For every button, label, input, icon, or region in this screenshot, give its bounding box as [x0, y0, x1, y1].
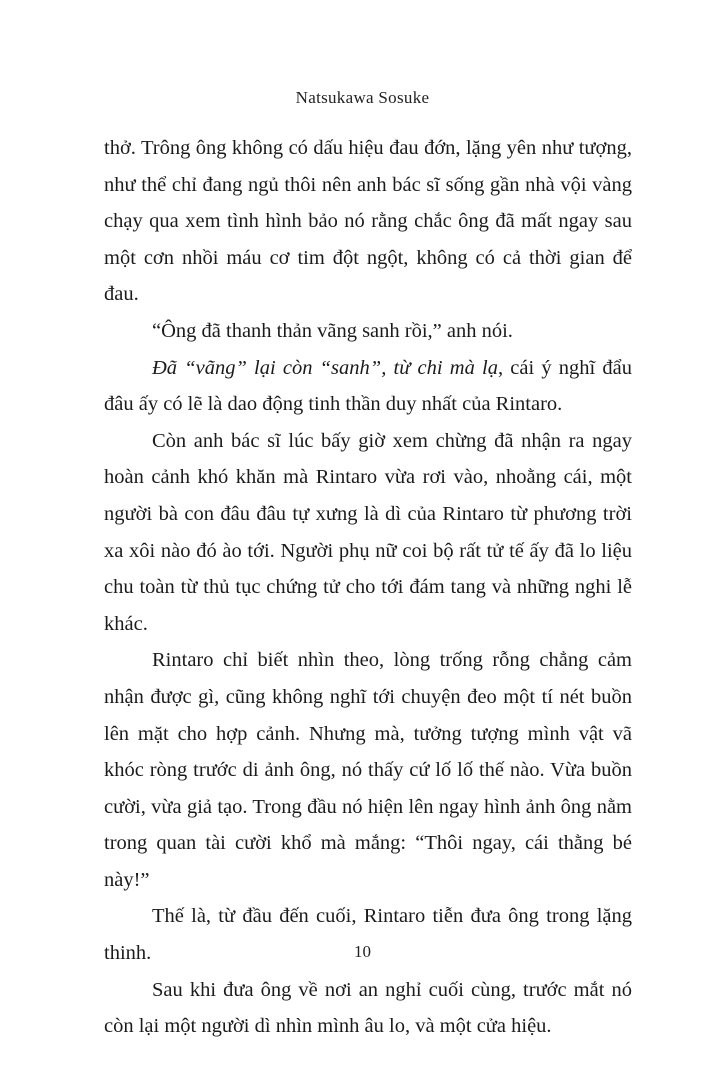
text-run: Thế là, từ đầu đến cuối, Rintaro tiễn đưa ông trong lặng thinh.: [104, 905, 632, 965]
paragraph: [104, 972, 632, 1045]
text-run: Rintaro chỉ biết nhìn theo, lòng trống rỗng chẳng cảm nhận được gì, cũng không nghĩ tới chuyện đeo một tí nét buồn lên mặt cho hợp cảnh. Nhưng mà, tưởng tượng mình vật vã khóc ròng trước di ảnh ông, nó thấy cứ lố lố thế nào. Vừa buồn cười, vừa giả tạo. Trong đầu nó hiện lên ngay hình ảnh ông nằm trong quan tài cười khổ mà mắng: “Thôi ngay, cái thằng bé này!”: [104, 649, 632, 891]
paragraph: [104, 642, 632, 898]
text-run: , cái ý nghĩ đẩu đâu ấy có lẽ là dao động tinh thần duy nhất của Rintaro.: [104, 356, 632, 416]
text-run: Còn anh bác sĩ lúc bấy giờ xem chừng đã nhận ra ngay hoàn cảnh khó khăn mà Rintaro vừa rơi vào, nhoằng cái, một người bà con đâu đâu tự xưng là dì của Rintaro từ phương trời xa xôi nào đó ào tới. Người phụ nữ coi bộ rất tử tế ấy đã lo liệu chu toàn từ thủ tục chứng tử cho tới đám tang và những nghi lễ khác.: [104, 429, 632, 635]
paragraph: [104, 350, 632, 423]
italic-text-run: Đã “vãng” lại còn “sanh”, từ chi mà lạ: [152, 356, 498, 379]
text-run: Sau khi đưa ông về nơi an nghỉ cuối cùng, trước mắt nó còn lại một người dì nhìn mình âu lo, và một cửa hiệu.: [104, 978, 632, 1038]
text-run: thở. Trông ông không có dấu hiệu đau đớn, lặng yên như tượng, như thể chỉ đang ngủ thôi nên anh bác sĩ sống gần nhà vội vàng chạy qua xem tình hình bảo nó rằng chắc ông đã mất ngay sau một cơn nhồi máu cơ tim đột ngột, không có cả thời gian để đau.: [104, 137, 632, 306]
paragraph: [104, 423, 632, 643]
page-body: [104, 130, 632, 1045]
page-number: 10: [354, 942, 371, 961]
paragraph: [104, 130, 632, 313]
text-run: “Ông đã thanh thản vãng sanh rồi,” anh nói.: [152, 319, 513, 342]
paragraph: [104, 313, 632, 350]
running-header-author: Natsukawa Sosuke: [295, 88, 430, 107]
